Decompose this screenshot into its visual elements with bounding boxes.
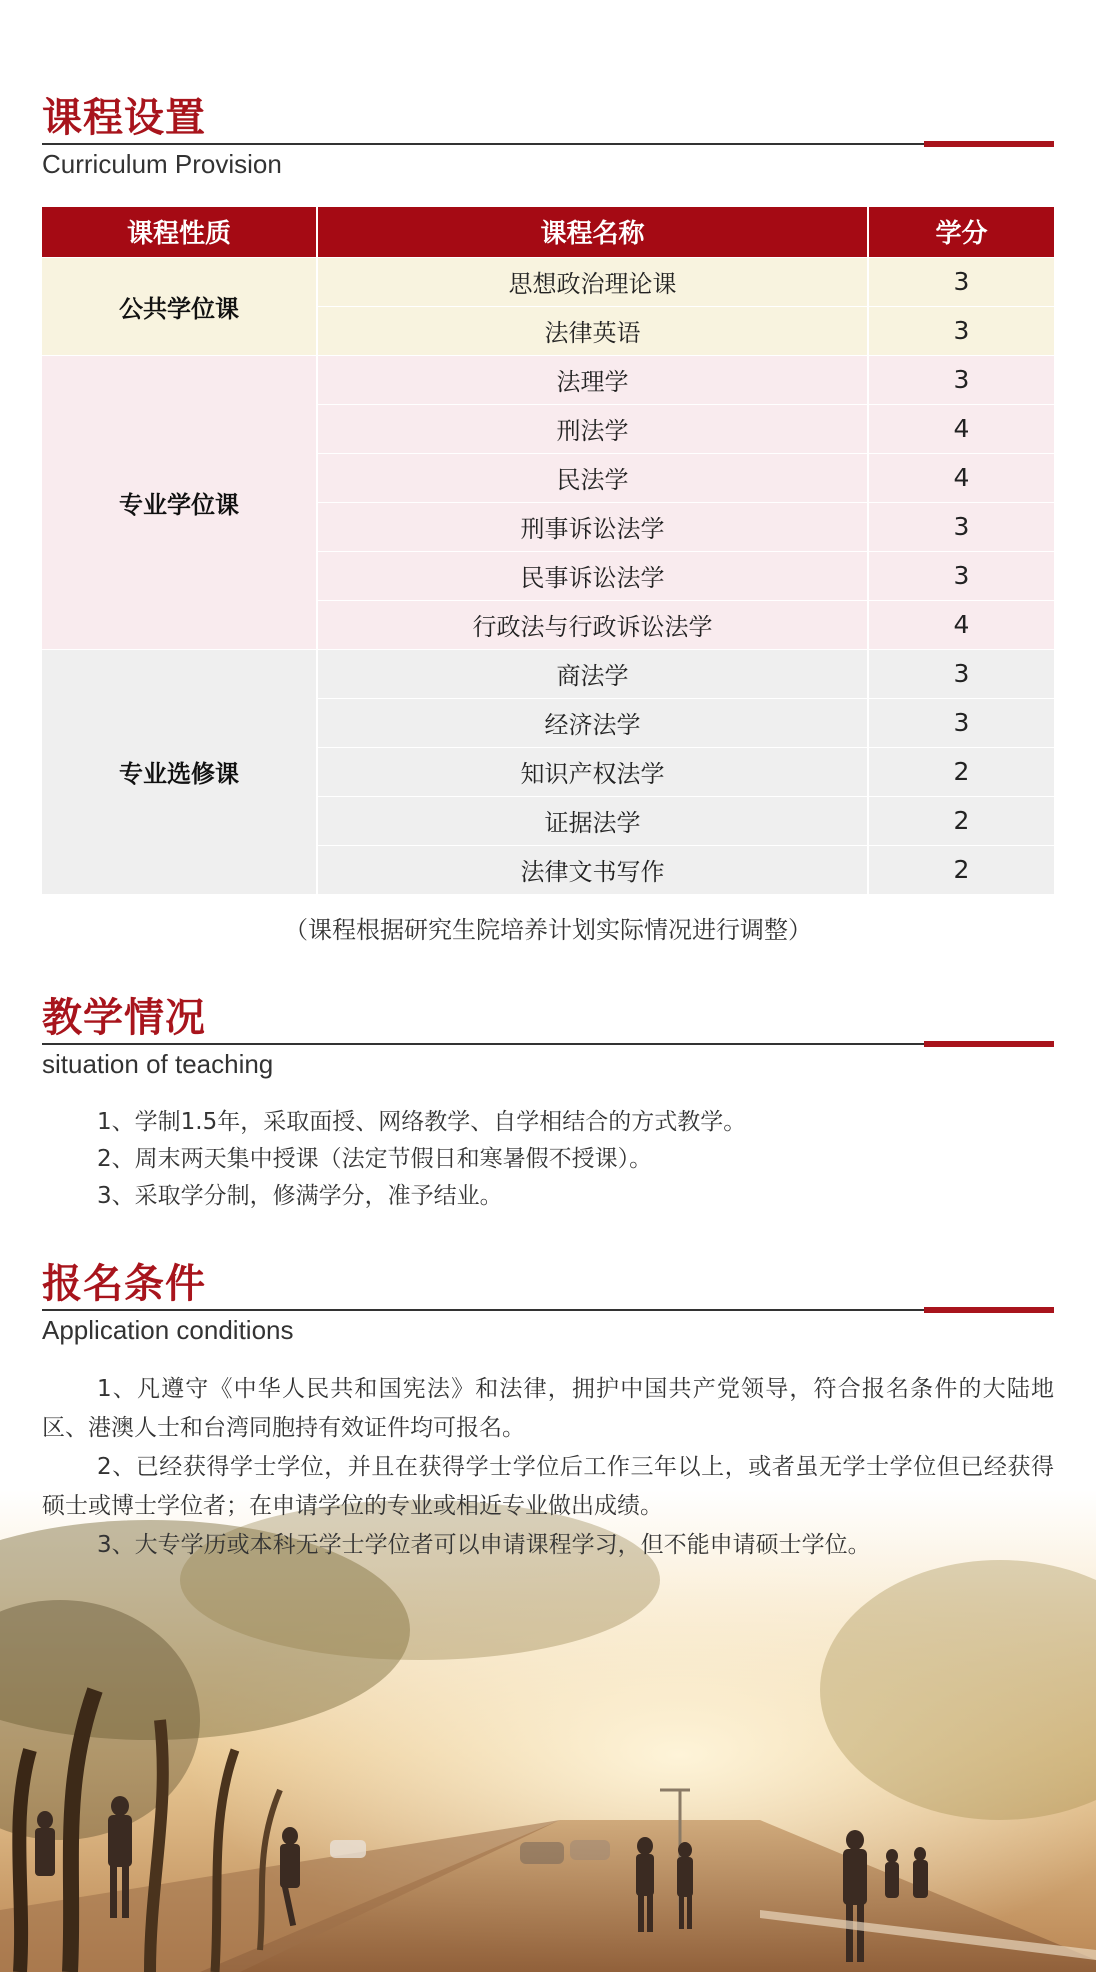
teaching-subtitle: situation of teaching <box>42 1049 274 1079</box>
teaching-divider <box>42 1043 1054 1045</box>
credit-cell: 3 <box>868 257 1054 306</box>
credit-cell: 3 <box>868 355 1054 404</box>
course-name-cell: 证据法学 <box>317 796 868 845</box>
credit-cell: 2 <box>868 796 1054 845</box>
course-name-cell: 商法学 <box>317 649 868 698</box>
course-name-cell: 民事诉讼法学 <box>317 551 868 600</box>
course-name-cell: 行政法与行政诉讼法学 <box>317 600 868 649</box>
table-row <box>42 257 1054 306</box>
credit-cell: 4 <box>868 600 1054 649</box>
application-list <box>42 1370 1054 1565</box>
category-cell: 专业选修课 <box>42 649 317 894</box>
curriculum-header <box>42 94 1054 181</box>
credit-cell: 3 <box>868 306 1054 355</box>
teaching-list <box>42 1104 1054 1215</box>
list-item: 3、大专学历或本科无学士学位者可以申请课程学习，但不能申请硕士学位。 <box>97 1532 871 1558</box>
curriculum-subtitle: Curriculum Provision <box>42 149 282 179</box>
header-course-name: 课程名称 <box>317 207 868 257</box>
credit-cell: 2 <box>868 845 1054 894</box>
credit-cell: 3 <box>868 551 1054 600</box>
header-credit: 学分 <box>868 207 1054 257</box>
list-item: 3、采取学分制，修满学分，准予结业。 <box>97 1183 503 1209</box>
curriculum-divider <box>42 143 1054 145</box>
course-name-cell: 法律文书写作 <box>317 845 868 894</box>
course-name-cell: 刑法学 <box>317 404 868 453</box>
category-cell: 公共学位课 <box>42 257 317 355</box>
credit-cell: 4 <box>868 404 1054 453</box>
table-row <box>42 355 1054 404</box>
course-name-cell: 法理学 <box>317 355 868 404</box>
course-name-cell: 法律英语 <box>317 306 868 355</box>
curriculum-table <box>42 207 1054 894</box>
application-title: 报名条件 <box>42 1261 206 1307</box>
curriculum-title: 课程设置 <box>42 95 206 141</box>
curriculum-note: （课程根据研究生院培养计划实际情况进行调整） <box>284 916 812 944</box>
course-name-cell: 民法学 <box>317 453 868 502</box>
credit-cell: 3 <box>868 698 1054 747</box>
credit-cell: 3 <box>868 502 1054 551</box>
list-item: 1、学制1.5年，采取面授、网络教学、自学相结合的方式教学。 <box>97 1109 747 1135</box>
course-name-cell: 刑事诉讼法学 <box>317 502 868 551</box>
credit-cell: 2 <box>868 747 1054 796</box>
course-name-cell: 经济法学 <box>317 698 868 747</box>
application-subtitle: Application conditions <box>42 1315 294 1345</box>
list-item: 2、已经获得学士学位，并且在获得学士学位后工作三年以上，或者虽无学士学位但已经获得硕士或博士学位者；在申请学位的专业或相近专业做出成绩。 <box>42 1454 1054 1519</box>
category-cell: 专业学位课 <box>42 355 317 649</box>
list-item: 1、凡遵守《中华人民共和国宪法》和法律，拥护中国共产党领导，符合报名条件的大陆地区、港澳人士和台湾同胞持有效证件均可报名。 <box>42 1376 1054 1441</box>
header-category: 课程性质 <box>42 207 317 257</box>
course-name-cell: 思想政治理论课 <box>317 257 868 306</box>
application-divider <box>42 1309 1054 1311</box>
teaching-header <box>42 994 1054 1081</box>
teaching-title: 教学情况 <box>42 995 206 1041</box>
credit-cell: 4 <box>868 453 1054 502</box>
course-name-cell: 知识产权法学 <box>317 747 868 796</box>
application-header <box>42 1260 1054 1347</box>
list-item: 2、周末两天集中授课（法定节假日和寒暑假不授课）。 <box>97 1146 653 1172</box>
credit-cell: 3 <box>868 649 1054 698</box>
table-header-row <box>42 207 1054 257</box>
table-row <box>42 649 1054 698</box>
